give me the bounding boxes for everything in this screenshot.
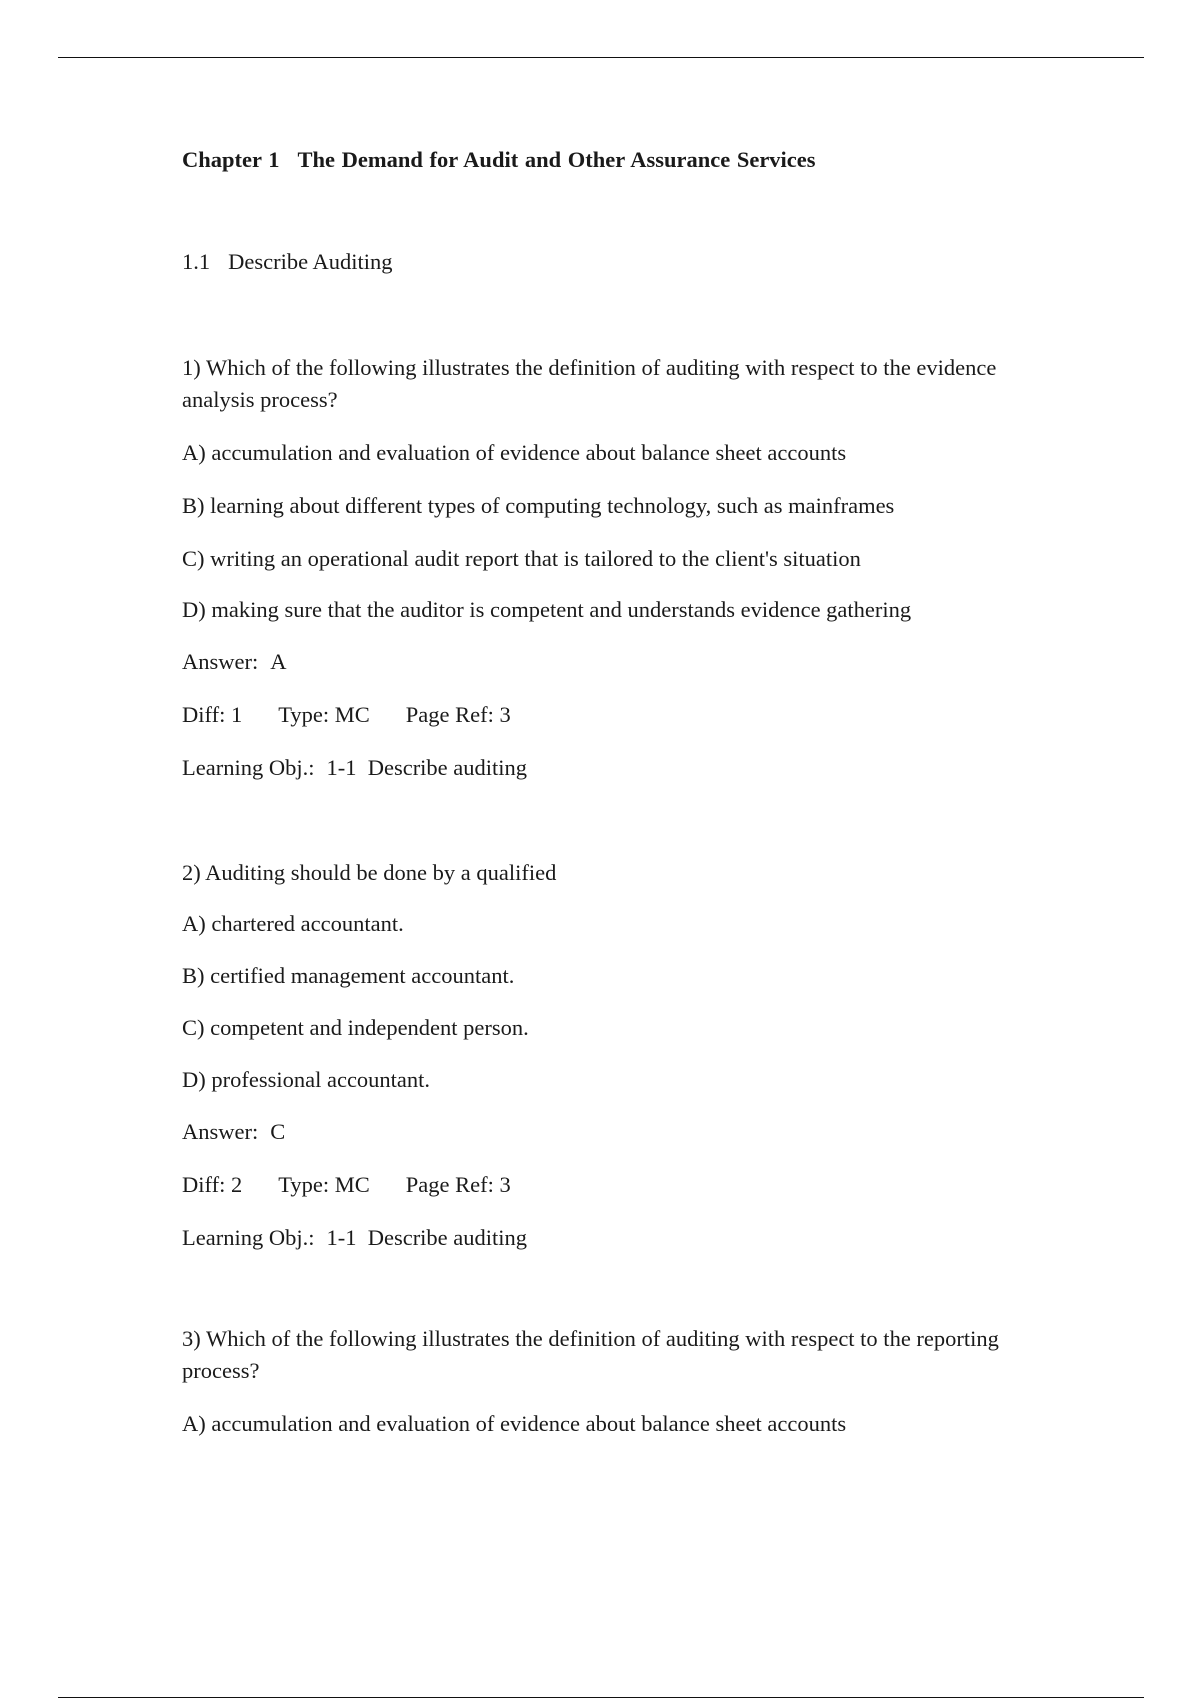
question-1-option-c: C) writing an operational audit report that is tailored to the client's situation — [182, 546, 861, 571]
chapter-number: Chapter 1 — [182, 147, 280, 172]
diff: Diff: 1 — [182, 702, 243, 727]
answer-value: C — [270, 1119, 286, 1144]
answer-label: Answer: — [182, 649, 259, 674]
page-ref: Page Ref: 3 — [405, 1172, 511, 1197]
page-ref: Page Ref: 3 — [405, 702, 511, 727]
question-2-option-b: B) certified management accountant. — [182, 963, 515, 988]
question-3-option-a: A) accumulation and evaluation of evidence about balance sheet accounts — [182, 1411, 847, 1436]
learning-obj-value: 1-1 Describe auditing — [326, 755, 528, 780]
question-2-option-a: A) chartered accountant. — [182, 911, 404, 936]
section-number: 1.1 — [182, 249, 211, 274]
learning-obj-label: Learning Obj.: — [182, 1225, 315, 1250]
question-1-option-a: A) accumulation and evaluation of evidence about balance sheet accounts — [182, 440, 847, 465]
question-1-text: 1) Which of the following illustrates the definition of auditing with respect to the evidence analysis process? — [182, 355, 997, 412]
question-2-meta — [182, 1169, 511, 1201]
top-rule — [58, 57, 1144, 58]
question-1-answer — [182, 646, 286, 678]
bottom-rule — [58, 1697, 1144, 1698]
diff: Diff: 2 — [182, 1172, 243, 1197]
question-1-meta — [182, 699, 511, 731]
question-2-option-c: C) competent and independent person. — [182, 1015, 529, 1040]
answer-label: Answer: — [182, 1119, 259, 1144]
question-1-option-d: D) making sure that the auditor is competent and understands evidence gathering — [182, 597, 912, 622]
question-1-option-b: B) learning about different types of computing technology, such as mainframes — [182, 493, 895, 518]
type: Type: MC — [278, 702, 370, 727]
chapter-heading — [182, 144, 816, 176]
question-2-answer — [182, 1116, 285, 1148]
learning-obj-label: Learning Obj.: — [182, 755, 315, 780]
question-1-learning-obj — [182, 752, 527, 784]
question-2-text: 2) Auditing should be done by a qualified — [182, 860, 557, 885]
type: Type: MC — [278, 1172, 370, 1197]
question-2-learning-obj — [182, 1222, 527, 1254]
answer-value: A — [270, 649, 287, 674]
section-title: Describe Auditing — [228, 249, 393, 274]
question-3-text: 3) Which of the following illustrates the definition of auditing with respect to the reporting process? — [182, 1326, 999, 1383]
question-2-option-d: D) professional accountant. — [182, 1067, 431, 1092]
learning-obj-value: 1-1 Describe auditing — [326, 1225, 528, 1250]
section-heading — [182, 246, 392, 278]
chapter-title: The Demand for Audit and Other Assurance Services — [297, 147, 816, 172]
